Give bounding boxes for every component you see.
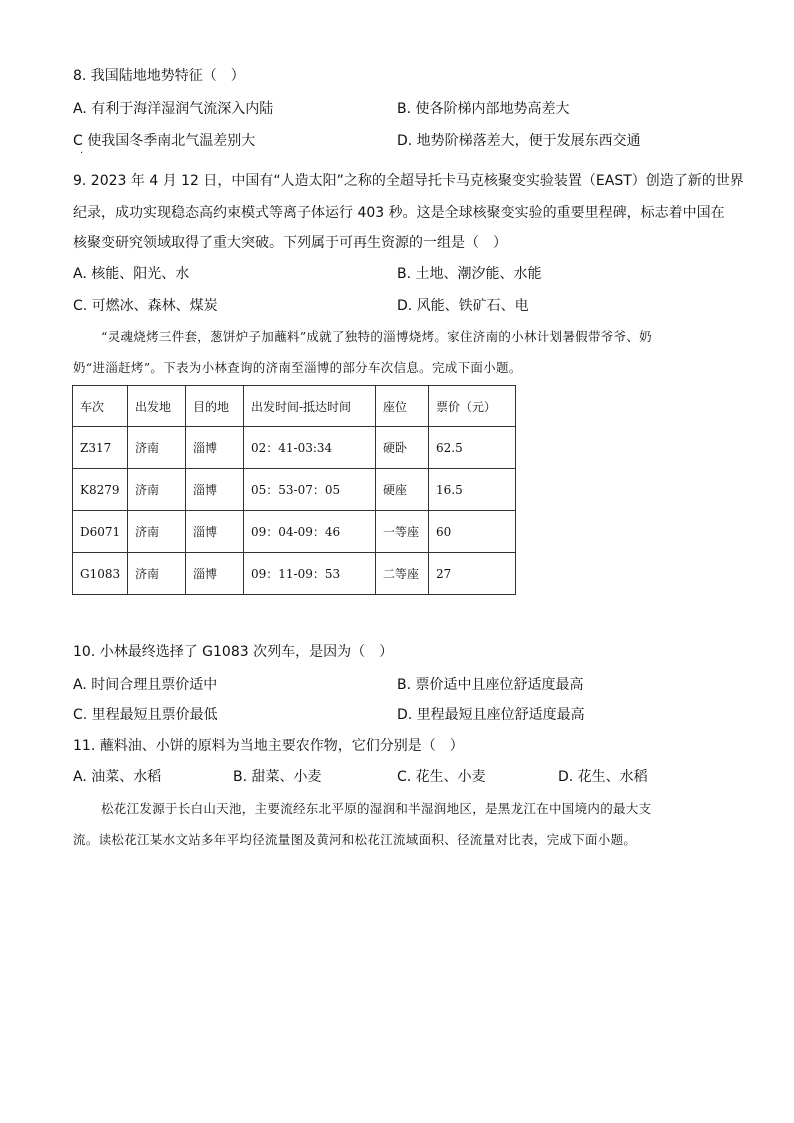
passage2-line-2: 流。读松花江某水文站多年平均径流量图及黄河和松花江流域面积、径流量对比表，完成下面小题。 [73,832,637,847]
table-row [73,553,516,595]
q11-option-b: B. 甜菜、小麦 [233,769,322,785]
table-cell: 02：41-03:34 [244,427,376,469]
q10-option-d: D. 里程最短且座位舒适度最高 [397,707,585,723]
table-cell: 济南 [128,427,186,469]
q8-option-d: D. 地势阶梯落差大，便于发展东西交通 [397,133,641,149]
q9-stem-line-2: 纪录，成功实现稳态高约束模式等离子体运行 403 秒。这是全球核聚变实验的重要里程碑，标志着中国在 [73,205,725,221]
table-header-row [73,386,516,427]
table-cell: D6071 [73,511,128,553]
q11-option-a: A. 油菜、水稻 [73,769,162,785]
table-cell: 09：11-09：53 [244,553,376,595]
q11-option-d: D. 花生、水稻 [558,769,648,785]
table-cell: 济南 [128,553,186,595]
q11-option-c: C. 花生、小麦 [397,769,486,785]
table-row [73,469,516,511]
q11-stem: 11. 蘸料油、小饼的原料为当地主要农作物，它们分别是（ ） [73,738,464,754]
stray-dot-mark: · [80,148,84,159]
train-schedule-table [72,385,516,595]
table-row [73,427,516,469]
table-cell: G1083 [73,553,128,595]
table-cell: K8279 [73,469,128,511]
q9-option-d: D. 风能、铁矿石、电 [397,298,529,314]
table-cell: 27 [429,553,516,595]
table-header-cell: 票价（元） [429,386,516,427]
table-cell: 济南 [128,511,186,553]
table-cell: 硬座 [376,469,429,511]
table-cell: 62.5 [429,427,516,469]
q8-option-c: C 使我国冬季南北气温差别大 [73,133,256,149]
table-cell: 09：04-09：46 [244,511,376,553]
q9-stem-line-1: 9. 2023 年 4 月 12 日，中国有“人造太阳”之称的全超导托卡马克核聚变实验装置（EAST）创造了新的世界 [73,173,744,189]
table-cell: 淄博 [186,469,244,511]
q9-stem-line-3: 核聚变研究领域取得了重大突破。下列属于可再生资源的一组是（ ） [73,235,507,251]
q9-option-b: B. 土地、潮汐能、水能 [397,266,542,282]
table-header-cell: 座位 [376,386,429,427]
q10-option-a: A. 时间合理且票价适中 [73,677,218,693]
table-cell: 一等座 [376,511,429,553]
table-cell: 05：53-07：05 [244,469,376,511]
q8-option-b: B. 使各阶梯内部地势高差大 [397,101,570,117]
table-header-cell: 出发时间-抵达时间 [244,386,376,427]
table-row [73,511,516,553]
passage2-line-1: 松花江发源于长白山天池，主要流经东北平原的湿润和半湿润地区，是黑龙江在中国境内的最大支 [101,801,652,816]
table-cell: 二等座 [376,553,429,595]
q8-option-a: A. 有利于海洋湿润气流深入内陆 [73,101,274,117]
table-cell: 淄博 [186,511,244,553]
table-cell: 16.5 [429,469,516,511]
table-cell: Z317 [73,427,128,469]
q10-stem: 10. 小林最终选择了 G1083 次列车，是因为（ ） [73,644,394,660]
passage1-line-1: “灵魂烧烤三件套，葱饼炉子加蘸料”成就了独特的淄博烧烤。家住济南的小林计划暑假带爷爷、奶 [101,329,652,344]
q9-option-c: C. 可燃冰、森林、煤炭 [73,298,218,314]
passage1-line-2: 奶“进淄赶烤”。下表为小林查询的济南至淄博的部分车次信息。完成下面小题。 [73,360,522,375]
table-cell: 60 [429,511,516,553]
table-cell: 淄博 [186,427,244,469]
table-header-cell: 车次 [73,386,128,427]
table-cell: 硬卧 [376,427,429,469]
q8-stem: 8. 我国陆地地势特征（ ） [73,68,245,84]
table-cell: 济南 [128,469,186,511]
q10-option-b: B. 票价适中且座位舒适度最高 [397,677,584,693]
q9-option-a: A. 核能、阳光、水 [73,266,190,282]
table-header-cell: 出发地 [128,386,186,427]
table-cell: 淄博 [186,553,244,595]
q10-option-c: C. 里程最短且票价最低 [73,707,218,723]
table-header-cell: 目的地 [186,386,244,427]
